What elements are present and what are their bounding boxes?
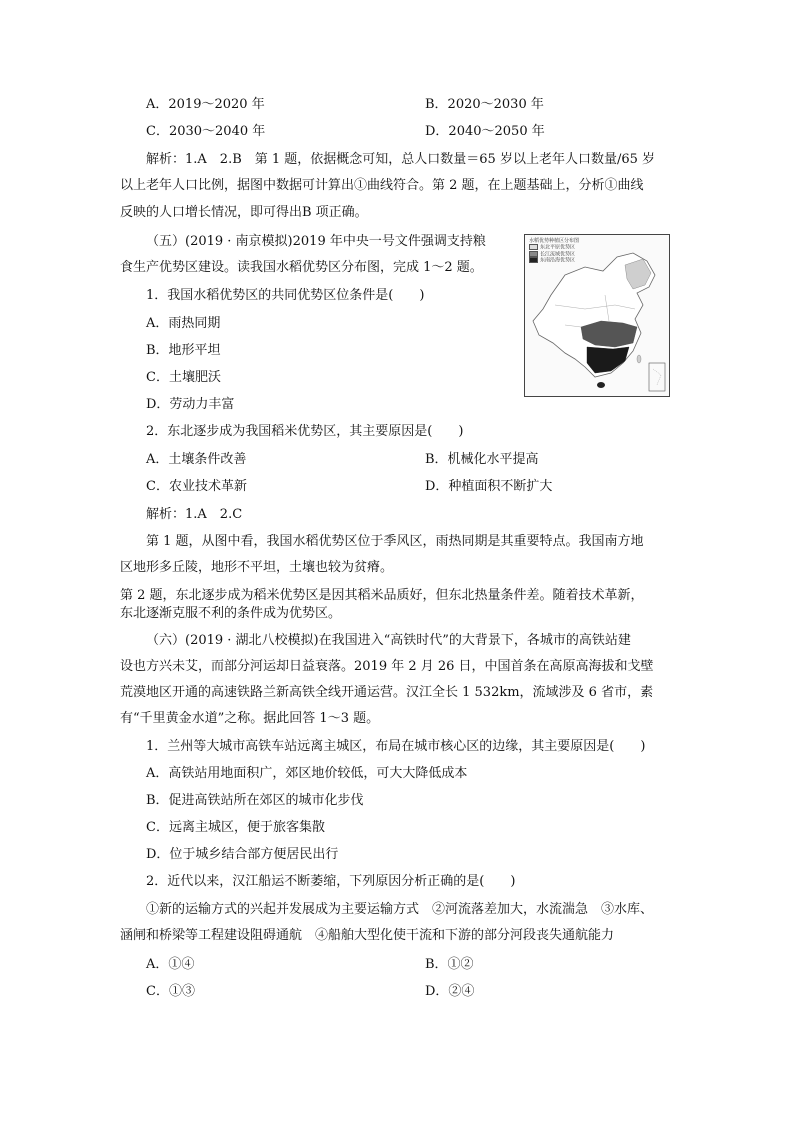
- option-a: A．2019～2020 年: [146, 97, 265, 112]
- legend-item: 长江流域优势区: [540, 251, 576, 257]
- china-map-graphic: [525, 235, 669, 396]
- option-c: C．土壤肥沃: [146, 370, 221, 385]
- option-b: B．2020～2030 年: [425, 97, 544, 112]
- map-title: 水稻优势种植区分布图: [529, 238, 580, 244]
- option-a: A．土壤条件改善: [146, 452, 247, 467]
- explanation-line: 东北逐渐克服不利的条件成为优势区。: [120, 606, 342, 621]
- statement-line: 涵闸和桥梁等工程建设阻碍通航 ④船舶大型化使干流和下游的部分河段丧失通航能力: [120, 928, 615, 943]
- option-a: A．高铁站用地面积广，郊区地价较低，可大大降低成本: [146, 766, 468, 781]
- question-1: 1．兰州等大城市高铁车站远离主城区，布局在城市核心区的边缘，其主要原因是( ): [146, 739, 646, 754]
- statement-line: ①新的运输方式的兴起并发展成为主要运输方式 ②河流落差加大，水流湍急 ③水库、: [146, 902, 654, 917]
- question-2: 2．东北逐步成为我国稻米优势区，其主要原因是( ): [146, 424, 464, 439]
- option-b: B．促进高铁站所在郊区的城市化步伐: [146, 793, 364, 808]
- analysis-line: 解析：1.A 2.B 第 1 题，依据概念可知，总人口数量＝65 岁以上老年人口数量/65 岁: [146, 152, 656, 167]
- option-d: D．2040～2050 年: [425, 124, 545, 139]
- option-c: C．远离主城区，便于旅客集散: [146, 820, 325, 835]
- option-d: D．②④: [425, 984, 475, 999]
- option-d: D．位于城乡结合部方便居民出行: [146, 847, 339, 862]
- section6-intro: 设也方兴未艾，而部分河运却日益衰落。2019 年 2 月 26 日，中国首条在高原高海拔和戈壁: [120, 659, 654, 674]
- option-c: C．2030～2040 年: [146, 124, 266, 139]
- legend-item: 东南沿海优势区: [540, 257, 576, 264]
- option-a: A．①④: [146, 957, 195, 972]
- question-1: 1．我国水稻优势区的共同优势区位条件是( ): [146, 288, 425, 303]
- option-d: D．种植面积不断扩大: [425, 479, 553, 494]
- rice-region-map: [524, 234, 670, 397]
- section6-intro: 有“千里黄金水道”之称。据此回答 1～3 题。: [120, 711, 380, 726]
- section5-intro: （五）(2019 · 南京模拟)2019 年中央一号文件强调支持粮: [146, 234, 486, 249]
- explanation-line: 区地形多丘陵，地形不平坦，土壤也较为贫瘠。: [120, 560, 394, 575]
- section5-intro: 食生产优势区建设。读我国水稻优势区分布图，完成 1～2 题。: [120, 260, 483, 275]
- option-a: A．雨热同期: [146, 316, 221, 331]
- option-c: C．①③: [146, 984, 195, 999]
- legend-item: 东北平原优势区: [540, 244, 576, 251]
- option-c: C．农业技术革新: [146, 479, 247, 494]
- question-2: 2．近代以来，汉江船运不断萎缩，下列原因分析正确的是( ): [146, 874, 516, 889]
- section6-intro: 荒漠地区开通的高速铁路兰新高铁全线开通运营。汉江全长 1 532km，流域涉及 6 省市，素: [120, 685, 654, 700]
- option-d: D．劳动力丰富: [146, 397, 235, 412]
- analysis-line: 以上老年人口比例，据图中数据可计算出①曲线符合。第 2 题，在上题基础上，分析①曲线: [120, 178, 644, 193]
- option-b: B．地形平坦: [146, 343, 221, 358]
- section6-intro: （六）(2019 · 湖北八校模拟)在我国进入“高铁时代”的大背景下，各城市的高铁站建: [146, 633, 631, 648]
- option-b: B．机械化水平提高: [425, 452, 539, 467]
- explanation-line: 第 1 题，从图中看，我国水稻优势区位于季风区，雨热同期是其重要特点。我国南方地: [146, 534, 644, 549]
- analysis-line: 反映的人口增长情况，即可得出B 项正确。: [120, 205, 368, 220]
- explanation-line: 第 2 题，东北逐步成为稻米优势区是因其稻米品质好，但东北热量条件差。随着技术革新，: [120, 588, 644, 603]
- option-b: B．①②: [425, 957, 474, 972]
- answer: 解析：1.A 2.C: [146, 507, 243, 522]
